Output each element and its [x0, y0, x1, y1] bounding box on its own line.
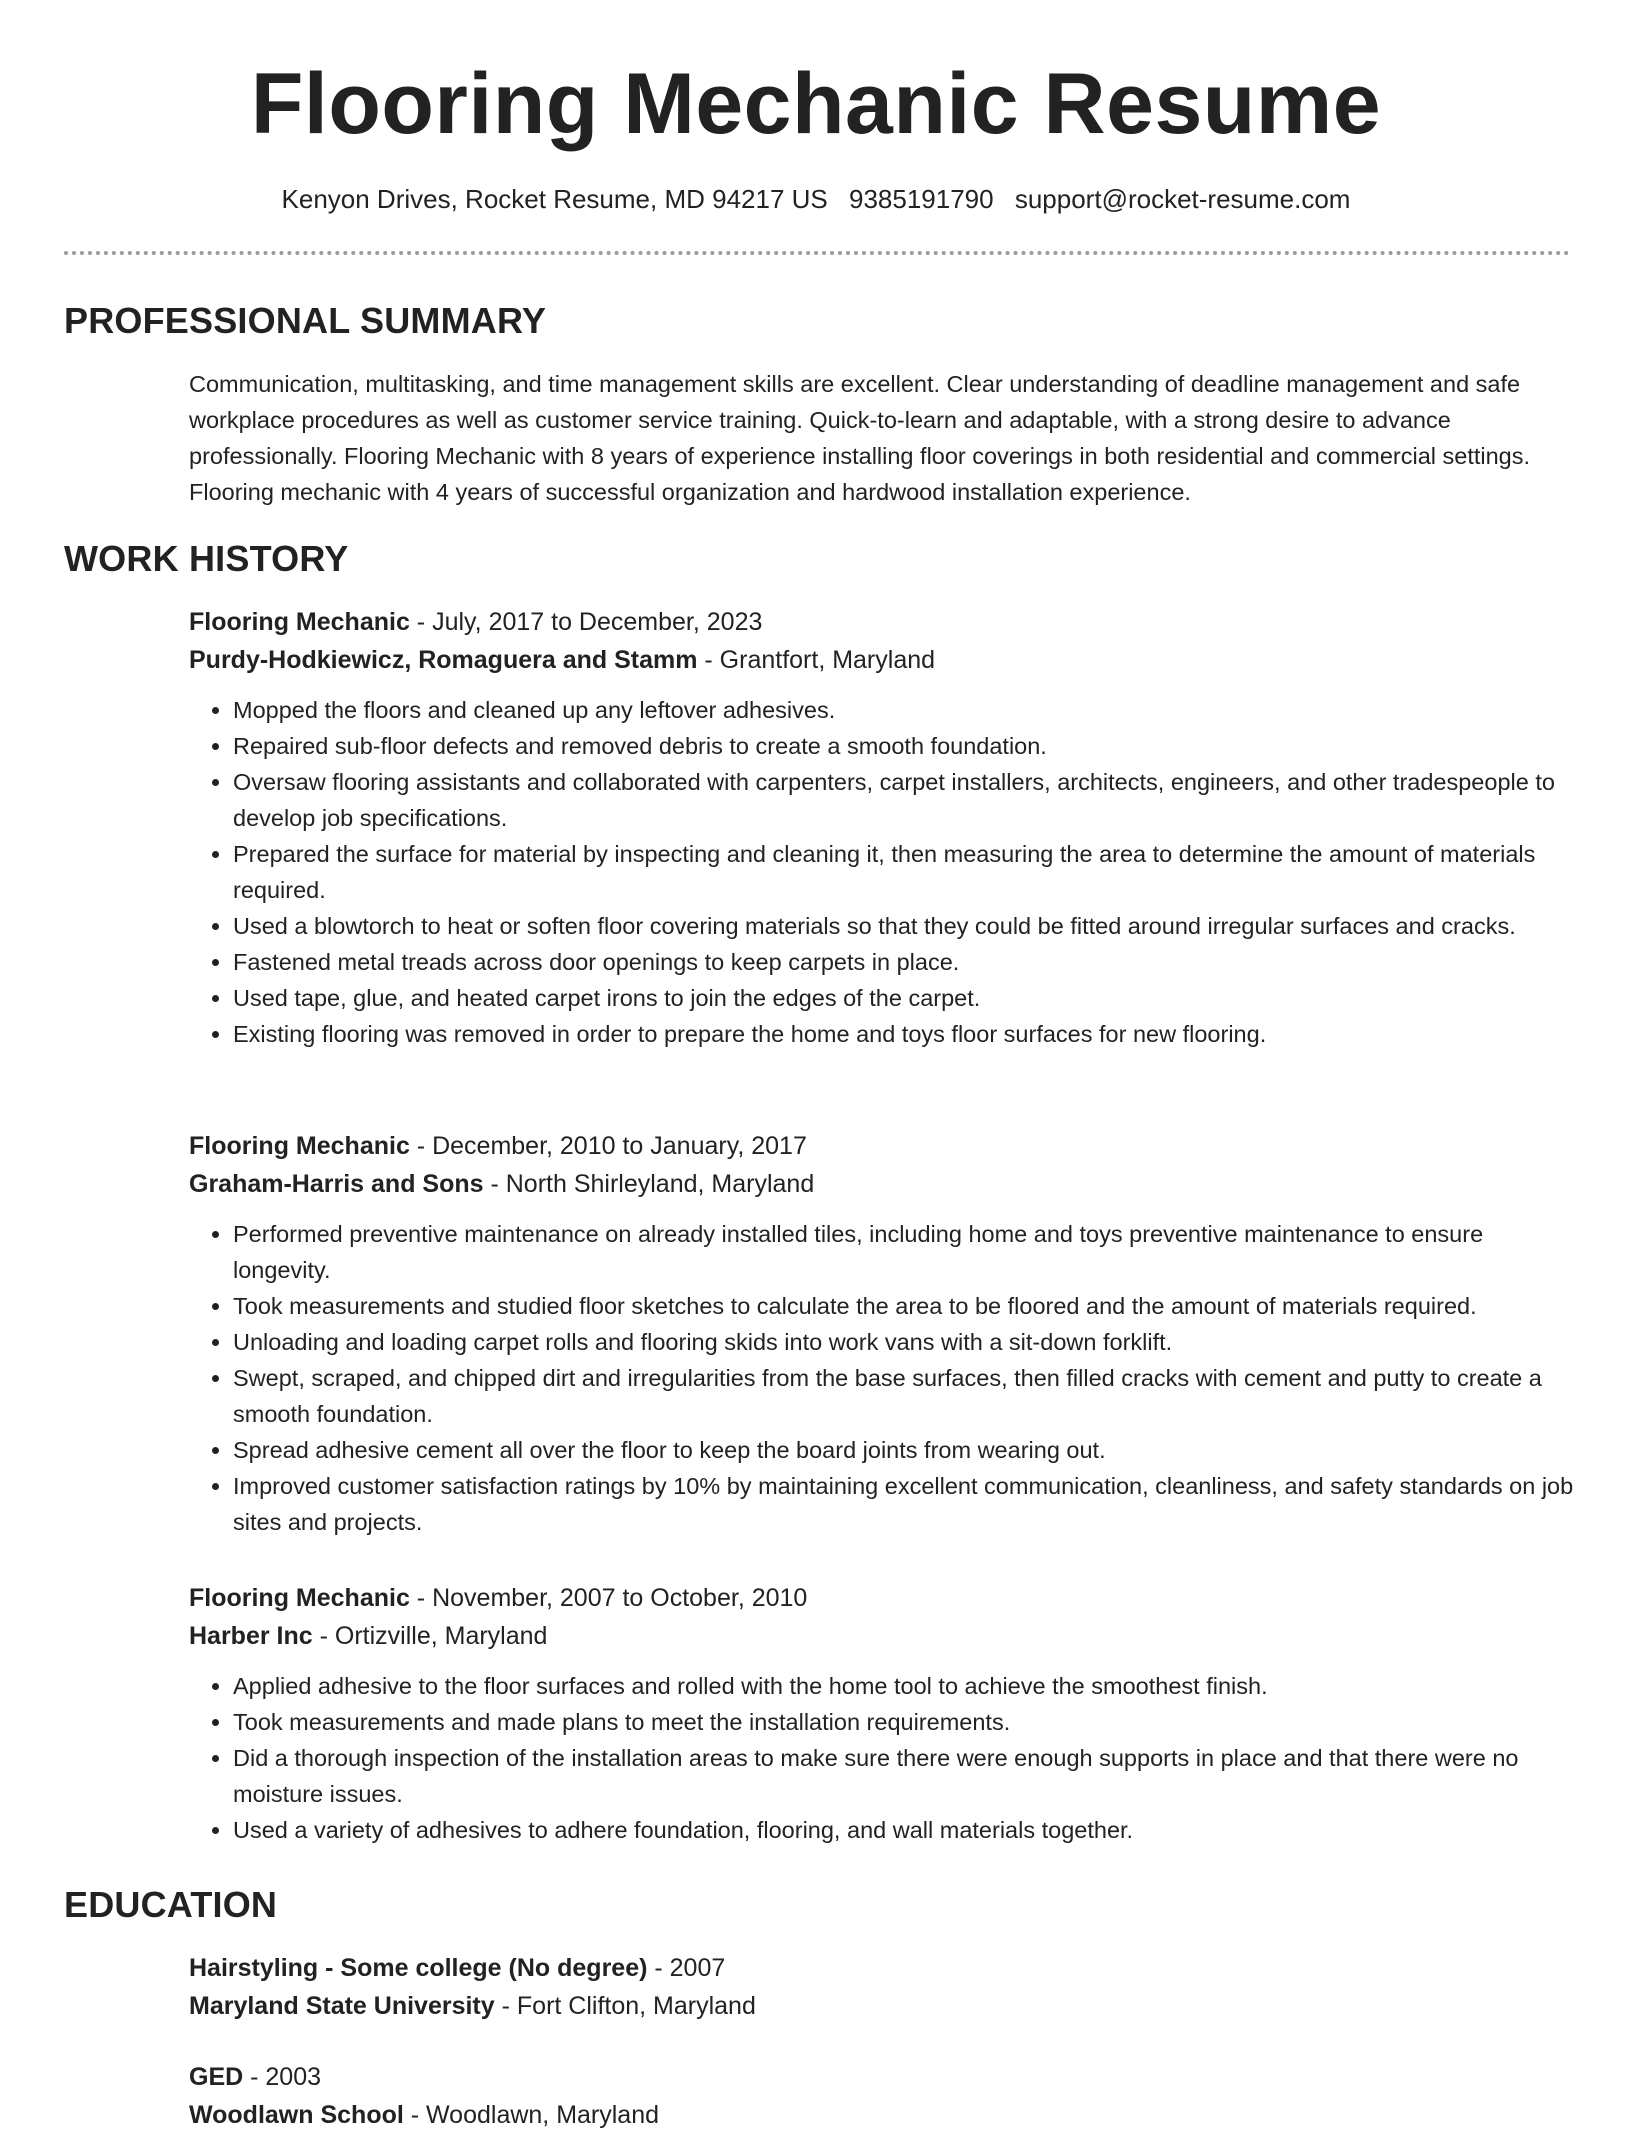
job-company: Harber Inc	[189, 1622, 313, 1650]
job-title: Flooring Mechanic	[189, 1132, 410, 1160]
job-dates: - December, 2010 to January, 2017	[409, 1132, 807, 1160]
job-entry	[189, 1579, 1579, 1848]
job-title: Flooring Mechanic	[189, 1584, 410, 1612]
list-item: • Improved customer satisfaction ratings by 10% by maintaining excellent communication, cleanliness, and safety standards on job sites and projects.	[233, 1468, 1579, 1540]
job-title: Flooring Mechanic	[189, 608, 410, 636]
job-location: - Grantfort, Maryland	[697, 646, 936, 674]
header-divider	[64, 251, 1570, 255]
job-duties-list	[189, 1216, 1579, 1540]
education-entry	[189, 2058, 1579, 2134]
section-heading-summary: PROFESSIONAL SUMMARY	[64, 300, 547, 341]
education-school: Maryland State University	[189, 1992, 495, 2020]
job-company: Purdy-Hodkiewicz, Romaguera and Stamm	[189, 646, 698, 674]
section-heading-education: EDUCATION	[64, 1884, 278, 1925]
list-item: • Performed preventive maintenance on already installed tiles, including home and toys preventive maintenance to ensure longevity.	[233, 1216, 1579, 1288]
job-entry	[189, 603, 1579, 1052]
education-school: Woodlawn School	[189, 2101, 404, 2129]
contact-phone: 9385191790	[849, 184, 994, 214]
job-location: - Ortizville, Maryland	[312, 1622, 548, 1650]
education-entry	[189, 1949, 1579, 2025]
education-year: - 2007	[647, 1954, 726, 1982]
list-item: • Oversaw flooring assistants and collaborated with carpenters, carpet installers, architects, engineers, and other tradespeople to develop job specifications.	[233, 764, 1579, 836]
list-item: • Fastened metal treads across door openings to keep carpets in place.	[233, 944, 1579, 980]
contact-line	[0, 182, 1632, 216]
job-title-line	[189, 1127, 1579, 1165]
job-entry	[189, 1127, 1579, 1540]
job-dates: - November, 2007 to October, 2010	[409, 1584, 808, 1612]
list-item: • Spread adhesive cement all over the floor to keep the board joints from wearing out.	[233, 1432, 1579, 1468]
job-title-line	[189, 603, 1579, 641]
job-location: - North Shirleyland, Maryland	[483, 1170, 815, 1198]
list-item: • Took measurements and made plans to meet the installation requirements.	[233, 1704, 1579, 1740]
list-item: • Mopped the floors and cleaned up any leftover adhesives.	[233, 692, 1579, 728]
job-dates: - July, 2017 to December, 2023	[409, 608, 763, 636]
education-degree-line	[189, 1949, 1579, 1987]
contact-email: support@rocket-resume.com	[1014, 184, 1351, 214]
list-item: • Swept, scraped, and chipped dirt and irregularities from the base surfaces, then filled cracks with cement and putty to create a smooth foundation.	[233, 1360, 1579, 1432]
section-heading-work-history: WORK HISTORY	[64, 538, 349, 579]
education-degree: GED	[189, 2063, 244, 2091]
list-item: • Took measurements and studied floor sketches to calculate the area to be floored and the amount of materials required.	[233, 1288, 1579, 1324]
education-year: - 2003	[243, 2063, 322, 2091]
job-title-line	[189, 1579, 1579, 1617]
job-company-line	[189, 641, 1579, 679]
education-degree-line	[189, 2058, 1579, 2096]
education-location: - Woodlawn, Maryland	[403, 2101, 660, 2129]
list-item: • Used a blowtorch to heat or soften floor covering materials so that they could be fitted around irregular surfaces and cracks.	[233, 908, 1579, 944]
education-location: - Fort Clifton, Maryland	[494, 1992, 756, 2020]
contact-address: Kenyon Drives, Rocket Resume, MD 94217 US	[281, 184, 828, 214]
list-item: • Repaired sub-floor defects and removed debris to create a smooth foundation.	[233, 728, 1579, 764]
job-duties-list	[189, 1668, 1579, 1848]
education-school-line	[189, 2096, 1579, 2134]
list-item: • Prepared the surface for material by inspecting and cleaning it, then measuring the area to determine the amount of materials required.	[233, 836, 1579, 908]
list-item: • Used a variety of adhesives to adhere foundation, flooring, and wall materials together.	[233, 1812, 1579, 1848]
job-company-line	[189, 1165, 1579, 1203]
list-item: • Did a thorough inspection of the installation areas to make sure there were enough supports in place and that there were no moisture issues.	[233, 1740, 1579, 1812]
list-item: • Unloading and loading carpet rolls and flooring skids into work vans with a sit-down forklift.	[233, 1324, 1579, 1360]
education-degree: Hairstyling - Some college (No degree)	[189, 1954, 648, 1982]
job-company: Graham-Harris and Sons	[189, 1170, 484, 1198]
job-duties-list	[189, 692, 1579, 1052]
list-item: • Used tape, glue, and heated carpet irons to join the edges of the carpet.	[233, 980, 1579, 1016]
resume-title: Flooring Mechanic Resume	[250, 56, 1382, 152]
list-item: • Applied adhesive to the floor surfaces and rolled with the home tool to achieve the smoothest finish.	[233, 1668, 1579, 1704]
education-school-line	[189, 1987, 1579, 2025]
list-item: • Existing flooring was removed in order to prepare the home and toys floor surfaces for new flooring.	[233, 1016, 1579, 1052]
job-company-line	[189, 1617, 1579, 1655]
summary-text: Communication, multitasking, and time management skills are excellent. Clear understanding of deadline management and safe workplace procedures as well as customer service training. Quick-to-learn and adaptable, with a strong desire to advance professionally. Flooring Mechanic with 8 years of experience installing floor coverings in both residential and commercial settings. Flooring mechanic with 4 years of successful organization and hardwood installation experience.	[189, 371, 1531, 505]
